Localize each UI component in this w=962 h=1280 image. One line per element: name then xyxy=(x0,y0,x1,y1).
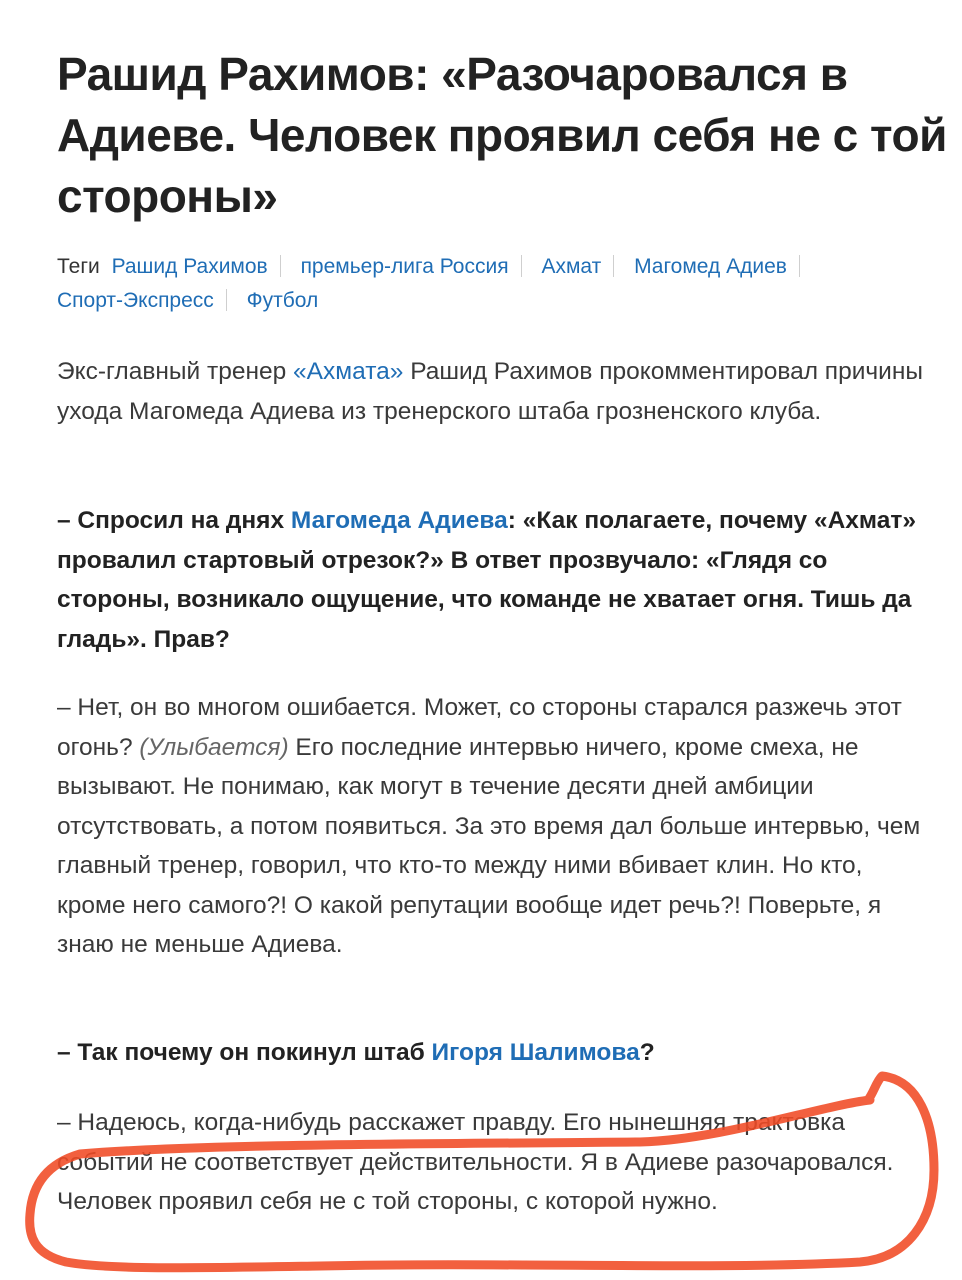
answer-1 xyxy=(57,688,937,965)
tags-row xyxy=(57,250,937,318)
tag-link[interactable]: Рашид Рахимов xyxy=(111,255,268,278)
tag-link[interactable]: Ахмат xyxy=(541,255,602,278)
tag-divider xyxy=(613,255,614,277)
tag-divider xyxy=(799,255,800,277)
intro-text: Экс-главный тренер xyxy=(57,358,294,385)
akhmat-link[interactable]: «Ахмата» xyxy=(293,358,404,385)
stage-direction: (Улыбается) xyxy=(139,733,289,761)
question-text: – Так почему он покинул штаб xyxy=(57,1039,432,1066)
answer-text: – Надеюсь, когда-нибудь расскажет правду. Его нынешняя трактовка событий не соответствует действительности. Я в Адиеве разочаровался. Человек проявил себя не с той стороны, с которой нужно. xyxy=(57,1109,894,1215)
article-title: Рашид Рахимов: «Разочаровался в Адиеве. Человек проявил себя не с той стороны» xyxy=(57,48,947,222)
adiev-link[interactable]: Магомеда Адиева xyxy=(290,507,508,534)
tag-link[interactable]: Футбол xyxy=(246,289,319,312)
question-text: : «Как полагаете, почему «Ахмат» провалил стартовый отрезок?» В ответ прозвучало: «Глядя со стороны, возникало ощущение, что команде не хватает огня. Тишь да гладь». Прав? xyxy=(57,507,916,653)
shalimov-link[interactable]: Игоря Шалимова xyxy=(431,1039,640,1066)
answer-2 xyxy=(57,1103,937,1222)
tag-link[interactable]: Спорт-Экспресс xyxy=(57,289,214,312)
question-1 xyxy=(57,501,937,659)
answer-text: – Нет, он во многом ошибается. Может, со стороны старался разжечь этот огонь? xyxy=(57,694,902,761)
question-2 xyxy=(57,1033,937,1073)
tag-link[interactable]: премьер-лига Россия xyxy=(300,255,509,278)
intro-paragraph xyxy=(57,352,937,431)
intro-text: Рашид Рахимов прокомментировал причины ухода Магомеда Адиева из тренерского штаба грозненского клуба. xyxy=(57,358,923,425)
answer-text: Его последние интервью ничего, кроме смеха, не вызывают. Не понимаю, как могут в течение десяти дней амбиции отсутствовать, а потом появиться. За это время дал больше интервью, чем главный тренер, говорил, что кто-то между ними вбивает клин. Но кто, кроме него самого?! О какой репутации вообще идет речь?! Поверьте, я знаю не меньше Адиева. xyxy=(57,733,921,958)
tag-link[interactable]: Магомед Адиев xyxy=(634,255,787,278)
article xyxy=(57,44,947,227)
question-text: ? xyxy=(639,1039,655,1066)
question-text: – Спросил на днях xyxy=(57,507,291,534)
tag-divider xyxy=(521,255,522,277)
tag-divider xyxy=(226,289,227,311)
tags-label: Теги xyxy=(57,255,100,278)
tag-divider xyxy=(280,255,281,277)
